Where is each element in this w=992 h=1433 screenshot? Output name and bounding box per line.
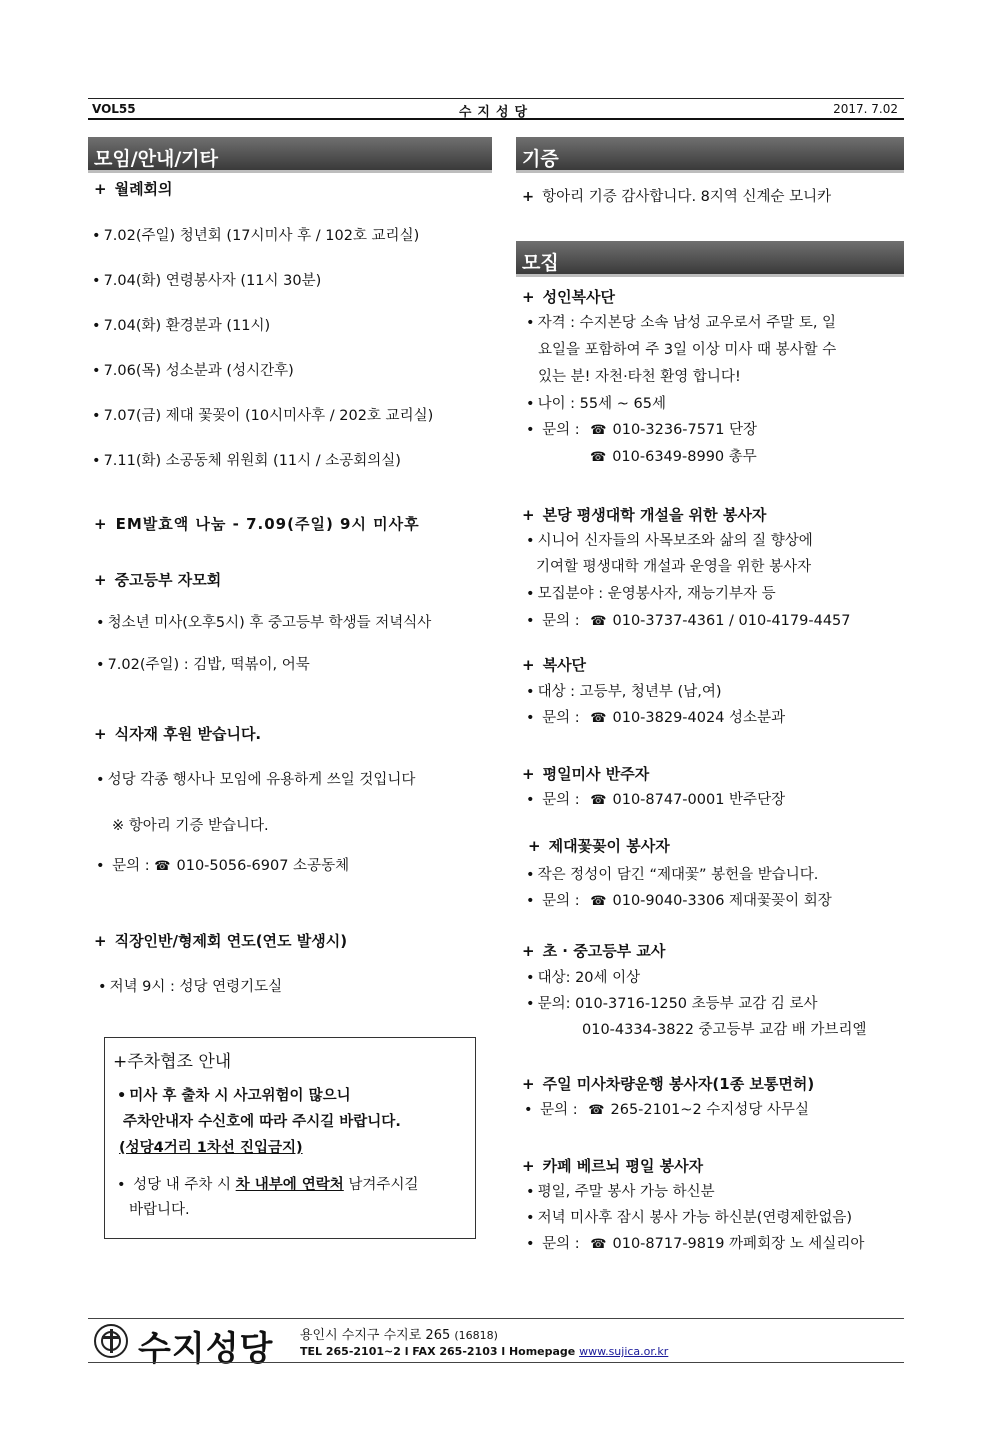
contact-line [590, 449, 757, 466]
header-rule-bottom [88, 118, 904, 120]
contact-line [96, 858, 349, 875]
heading-altar-servers-adult [522, 288, 615, 306]
heading-text: 주일 미사차량운행 봉사자(1종 보통면허) [542, 1075, 815, 1093]
plus-icon: + [528, 837, 541, 855]
contact-line [524, 1102, 809, 1119]
heading-food-donation [94, 725, 261, 743]
church-contact [300, 1345, 668, 1358]
header-rule-top [88, 98, 904, 99]
heading-em-sharing [94, 515, 420, 533]
issue-date: 2017. 7.02 [833, 102, 898, 116]
phone-icon [588, 1102, 610, 1118]
heading-text: 중고등부 자모회 [114, 571, 222, 589]
list-item: • 작은 정성이 담긴 “제대꽃” 봉헌을 받습니다. [526, 867, 818, 884]
phone-icon [590, 613, 612, 629]
contact-line [526, 422, 757, 439]
parking-line [117, 1177, 418, 1194]
heading-text: 월례회의 [114, 180, 173, 198]
list-item-cont: 기여할 평생대학 개설과 운영을 위한 봉사자 [536, 559, 812, 575]
church-logo-icon [94, 1324, 128, 1358]
plus-icon: + [94, 725, 107, 743]
heading-lifelong-college [522, 506, 766, 524]
note-text: ※ 항아리 기증 받습니다. [112, 818, 269, 834]
volume-label: VOL55 [92, 102, 136, 116]
donation-thanks [522, 189, 831, 206]
list-item: • 저녁 미사후 잠시 봉사 가능 하신분(연령제한없음) [526, 1210, 852, 1227]
footer-rule-top [88, 1318, 904, 1319]
footer-rule-bottom [88, 1362, 904, 1363]
list-item: • 7.11(화) 소공동체 위원회 (11시 / 소공회의실) [92, 453, 401, 470]
heading-monthly-meetings [94, 180, 173, 198]
list-item: • 7.04(화) 환경분과 (11시) [92, 318, 270, 335]
list-item: • 청소년 미사(오후5시) 후 중고등부 학생들 저녁식사 [96, 615, 431, 632]
list-item: • 7.02(주일) : 김밥, 떡볶이, 어묵 [96, 657, 310, 674]
phone-icon [590, 1236, 612, 1252]
phone-icon [590, 422, 612, 438]
heading-text: 직장인반/형제회 연도(연도 발생시) [114, 932, 348, 950]
heading-text: 제대꽃꽂이 봉사자 [548, 837, 670, 855]
plus-icon: + [522, 942, 535, 960]
parking-emphasis: 차 내부에 연락처 [235, 1177, 344, 1193]
section-title-meetings: 모임/안내/기타 [88, 137, 492, 170]
list-item: • 대상 : 고등부, 청년부 (남,여) [526, 684, 722, 701]
heading-cafe [522, 1157, 703, 1175]
phone-icon [590, 893, 612, 909]
list-item-cont: 있는 분! 자천·타천 환영 합니다! [538, 369, 741, 385]
heading-servers [522, 656, 586, 674]
heading-text: 카페 베르뇌 평일 봉사자 [542, 1157, 704, 1175]
list-item: • 나이 : 55세 ~ 65세 [526, 396, 666, 413]
page-header [88, 98, 904, 120]
heading-text: 복사단 [542, 656, 587, 674]
parking-notice-box [104, 1037, 476, 1239]
plus-icon: + [522, 288, 535, 306]
parking-title: +주차협조 안내 [113, 1052, 232, 1072]
list-item: • 성당 각종 행사나 모임에 유용하게 쓰일 것입니다 [96, 772, 415, 789]
heading-organist [522, 765, 649, 783]
section-title-recruit: 모집 [516, 241, 904, 274]
list-item: • 7.02(주일) 청년회 (17시미사 후 / 102호 교리실) [92, 228, 419, 245]
church-address [300, 1324, 498, 1343]
postcode: (16818) [454, 1329, 498, 1342]
heading-memorial-prayer [94, 932, 347, 950]
list-item: • 모집분야 : 운영봉사자, 재능기부자 등 [526, 586, 776, 603]
phone-icon [590, 710, 612, 726]
contact-line [526, 893, 832, 910]
address-text: 용인시 수지구 수지로 265 [300, 1328, 451, 1343]
parking-line: • 미사 후 출차 시 사고위험이 많으니 [117, 1088, 351, 1105]
donation-text: 항아리 기증 감사합니다. 8지역 신계순 모니카 [542, 189, 832, 205]
contact-value: 010-6349-8990 총무 [612, 449, 757, 465]
contact-value: 265-2101~2 수지성당 사무실 [610, 1102, 809, 1118]
contact-value: 010-9040-3306 제대꽃꽂이 회장 [612, 893, 832, 909]
plus-icon: + [94, 515, 108, 533]
contact-label: 문의 : [542, 613, 580, 629]
parking-warning: (성당4거리 1차선 진입금지) [119, 1140, 303, 1156]
page-footer [88, 1318, 904, 1369]
contact-value: 010-5056-6907 소공동체 [176, 858, 350, 874]
plus-icon: + [522, 656, 535, 674]
contact-line [526, 710, 785, 727]
list-item-cont: 요일을 포함하여 주 3일 이상 미사 때 봉사할 수 [538, 342, 837, 358]
list-item: • 7.07(금) 제대 꽃꽂이 (10시미사후 / 202호 교리실) [92, 408, 433, 425]
contact-text: TEL 265-2101~2 l FAX 265-2103 l Homepage [300, 1345, 580, 1358]
list-item: • 평일, 주말 봉사 가능 하신분 [526, 1184, 715, 1201]
heading-text: 초 · 중고등부 교사 [542, 942, 666, 960]
contact-label: 문의 : [542, 893, 580, 909]
phone-icon [154, 858, 176, 874]
parking-text: 성당 내 주차 시 [133, 1177, 236, 1193]
parking-line: 주차안내자 수신호에 따라 주시길 바랍니다. [123, 1114, 401, 1130]
homepage-link[interactable]: www.sujica.or.kr [579, 1345, 669, 1358]
list-item: • 7.04(화) 연령봉사자 (11시 30분) [92, 273, 321, 290]
contact-label: 문의 : [542, 1236, 580, 1252]
list-item: • 대상: 20세 이상 [526, 970, 640, 987]
contact-line: • 문의: 010-3716-1250 초등부 교감 김 로사 [526, 996, 818, 1013]
contact-line [526, 792, 785, 809]
list-item: • 시니어 신자들의 사목보조와 삶의 질 향상에 [526, 533, 813, 550]
plus-icon: + [94, 932, 107, 950]
list-item: • 7.06(목) 성소분과 (성시간후) [92, 363, 294, 380]
contact-line [526, 1236, 864, 1253]
contact-value: 010-3829-4024 성소분과 [612, 710, 786, 726]
list-item: • 저녁 9시 : 성당 연령기도실 [98, 979, 282, 996]
plus-icon: + [522, 506, 535, 524]
heading-parents-group [94, 571, 221, 589]
heading-altar-flowers [528, 837, 670, 855]
contact-line [526, 613, 851, 630]
heading-driver [522, 1075, 814, 1093]
heading-text: 성인복사단 [542, 288, 616, 306]
plus-icon: + [522, 1157, 535, 1175]
heading-text: 식자재 후원 받습니다. [114, 725, 262, 743]
plus-icon: + [522, 1075, 535, 1093]
church-name-logo: 수지성당 [138, 1329, 274, 1369]
contact-label: 문의 : [542, 422, 580, 438]
plus-icon: + [522, 189, 535, 205]
heading-teachers [522, 942, 665, 960]
contact-label: 문의 : [542, 792, 580, 808]
heading-text: EM발효액 나눔 - 7.09(주일) 9시 미사후 [115, 515, 420, 533]
contact-value: 010-8747-0001 반주단장 [612, 792, 786, 808]
heading-text: 평일미사 반주자 [542, 765, 650, 783]
newsletter-title: 수지성당 [458, 105, 534, 120]
contact-label: 문의 : [112, 858, 150, 874]
phone-icon [590, 792, 612, 808]
contact-line: 010-4334-3822 중고등부 교감 배 가브리엘 [582, 1022, 867, 1038]
contact-value: 010-3236-7571 단장 [612, 422, 758, 438]
contact-label: 문의 : [542, 710, 580, 726]
contact-value: 010-8717-9819 까페회장 노 세실리아 [612, 1236, 865, 1252]
phone-icon [590, 449, 612, 465]
plus-icon: + [94, 180, 107, 198]
plus-icon: + [522, 765, 535, 783]
parking-line: 바랍니다. [129, 1202, 190, 1218]
parking-text: 남겨주시길 [343, 1177, 419, 1193]
plus-icon: + [94, 571, 107, 589]
contact-label: 문의 : [540, 1102, 578, 1118]
heading-text: 본당 평생대학 개설을 위한 봉사자 [542, 506, 767, 524]
list-item: • 자격 : 수지본당 소속 남성 교우로서 주말 토, 일 [526, 315, 836, 332]
section-title-donation: 기증 [516, 137, 904, 170]
contact-value: 010-3737-4361 / 010-4179-4457 [612, 613, 851, 629]
